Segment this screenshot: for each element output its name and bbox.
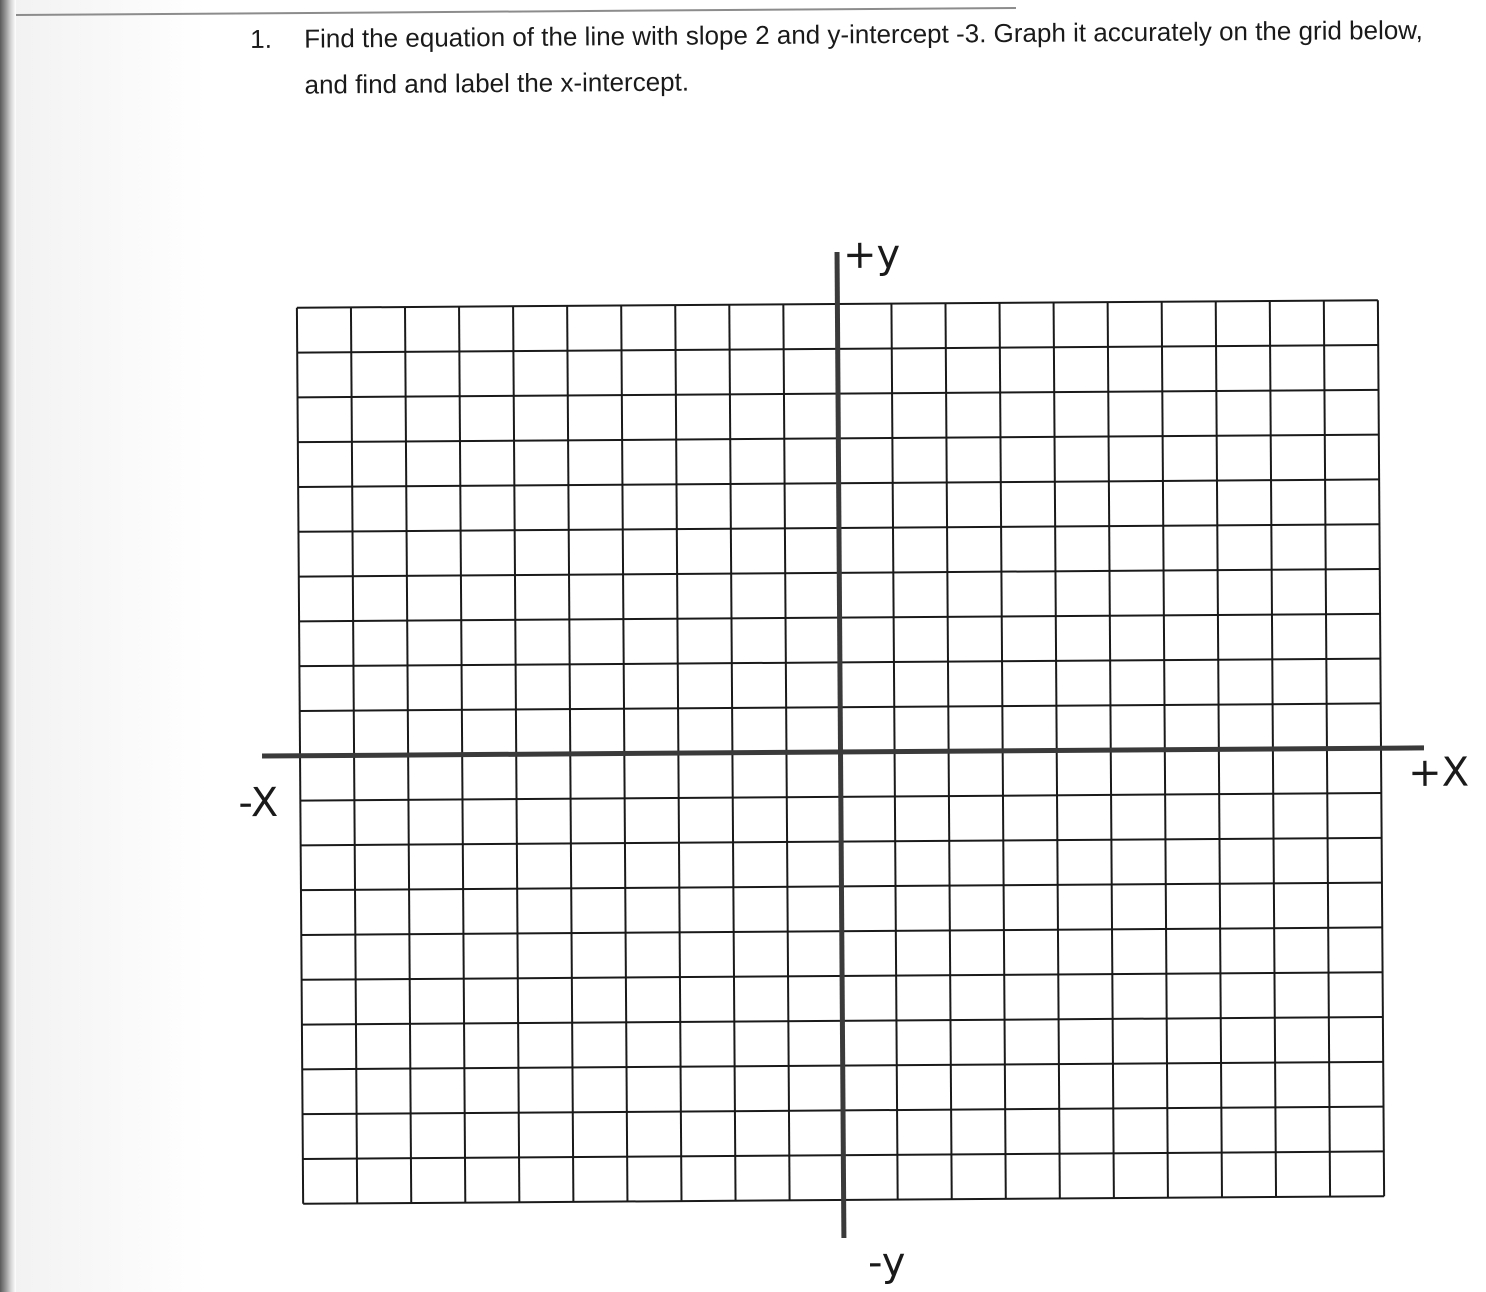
question-number: 1. xyxy=(250,23,272,54)
y-axis xyxy=(837,252,844,1238)
axis-label-neg-x: -X xyxy=(238,779,279,827)
axis-label-pos-y: +y xyxy=(842,231,901,278)
question-text: Find the equation of the line with slope 2 and y-intercept -3. Graph it accurately on the grid below, and find and label the x-intercept. xyxy=(304,14,1423,100)
axis-label-pos-x: +X xyxy=(1408,749,1470,797)
axis-label-neg-y: -y xyxy=(867,1239,906,1286)
